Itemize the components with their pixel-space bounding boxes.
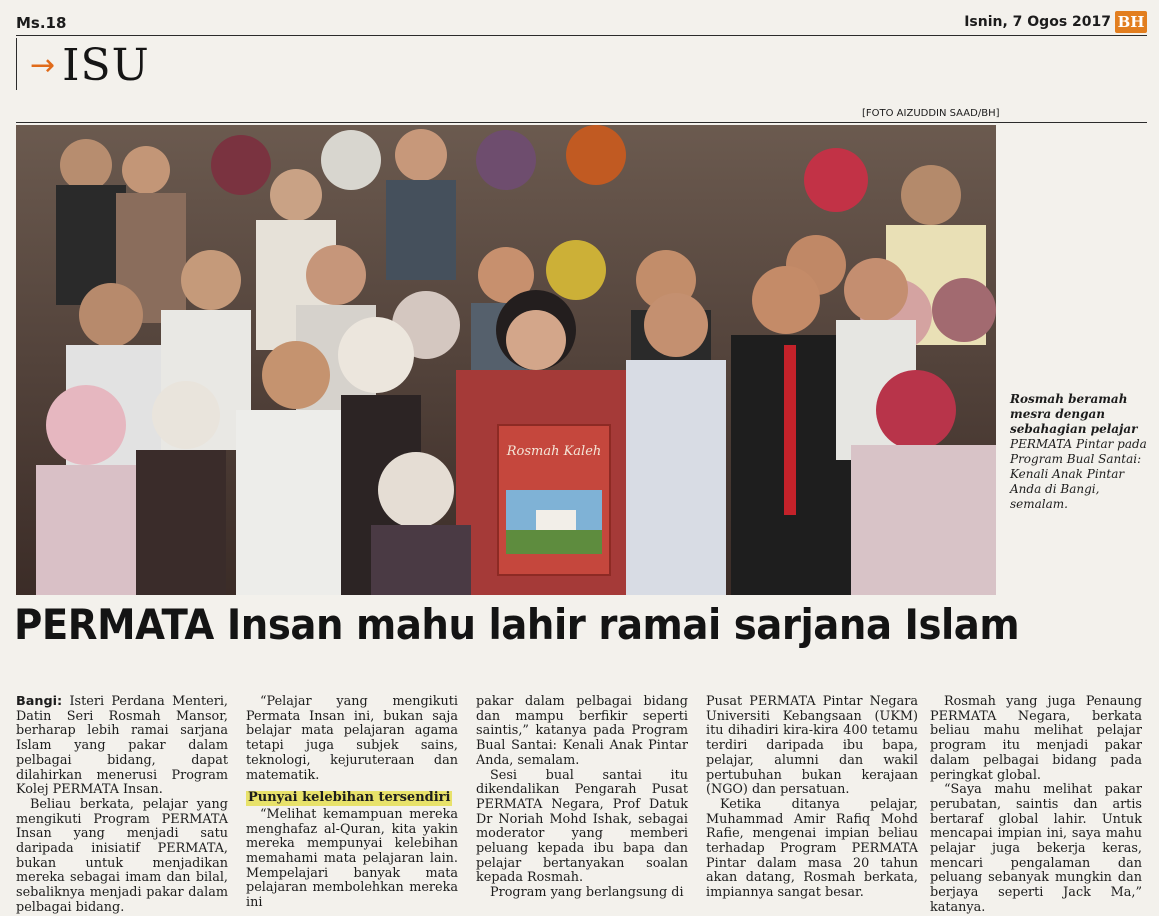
paragraph: Rosmah yang juga Penaung PERMATA Negara, berkata beliau mahu melihat pelajar program itu menjadi pakar dalam pelbagai bidang pada peringkat global. xyxy=(930,694,1142,783)
arrow-right-icon: → xyxy=(30,48,57,83)
page-number: Ms.18 xyxy=(16,14,67,32)
crowd-illustration xyxy=(16,125,996,595)
subheading: Punyai kelebihan tersendiri xyxy=(248,790,451,806)
paragraph: Beliau berkata, pelajar yang mengikuti Program PERMATA Insan yang menjadi satu daripada inisiatif PERMATA, bukan untuk menjadikan mereka sebagai imam dan bilal, sebaliknya menjadi pakar dalam pelbagai bidang. xyxy=(16,796,228,915)
section-bar xyxy=(16,38,17,90)
main-photo xyxy=(16,125,996,595)
photo-caption xyxy=(1010,392,1150,512)
bh-logo: BH xyxy=(1115,11,1147,33)
paragraph: Isteri Perdana Menteri, Datin Seri Rosmah Mansor, berharap lebih ramai sarjana Islam yang pakar dalam pelbagai bidang, dapat dilahirkan menerusi Program Kolej PERMATA Insan. xyxy=(16,694,229,798)
article-column-2 xyxy=(246,695,458,911)
dateline: Bangi: xyxy=(16,694,63,709)
caption-rest: PERMATA Pintar pada Program Bual Santai: Kenali Anak Pintar Anda di Bangi, semalam. xyxy=(1010,437,1147,511)
article-body xyxy=(16,694,1156,915)
paragraph: “Saya mahu melihat pakar perubatan, saintis dan artis bertaraf global lahir. Untuk mencapai impian ini, saya mahu pelajar juga bekerja keras, mencari pengalaman dan peluang sebanyak mungkin dan berjaya seperti Jack Ma,” katanya. xyxy=(930,782,1142,915)
issue-date: Isnin, 7 Ogos 2017 xyxy=(964,14,1111,30)
headline: PERMATA Insan mahu lahir ramai sarjana Islam xyxy=(14,600,1020,649)
article-column-5 xyxy=(930,695,1142,916)
photo-credit: [FOTO AIZUDDIN SAAD/BH] xyxy=(862,108,1000,119)
article-column-1 xyxy=(16,695,228,916)
photo-rule xyxy=(16,122,1147,123)
caption-lead: Rosmah beramah mesra dengan sebahagian pelajar xyxy=(1010,392,1138,436)
paragraph: Sesi bual santai itu dikendalikan Pengarah Pusat PERMATA Negara, Prof Datuk Dr Noriah Mohd Ishak, sebagai moderator yang memberi peluang kepada ibu bapa dan pelajar bertanyakan soalan kepada Rosmah. xyxy=(476,767,688,886)
paragraph: Ketika ditanya pelajar, Muhammad Amir Rafiq Mohd Rafie, mengenai impian beliau terhadap Program PERMATA Pintar dalam masa 20 tahun akan datang, Rosmah berkata, impiannya sangat besar. xyxy=(706,796,918,901)
article-column-4 xyxy=(706,695,918,901)
paragraph: Pusat PERMATA Pintar Negara Universiti Kebangsaan (UKM) itu dihadiri kira-kira 400 tetamu terdiri daripada ibu bapa, pelajar, alumni dan wakil pertubuhan bukan kerajaan (NGO) dan persatuan. xyxy=(706,694,918,798)
paragraph: pakar dalam pelbagai bidang dan mampu berfikir seperti saintis,” katanya pada Program Bual Santai: Kenali Anak Pintar Anda, semalam. xyxy=(476,694,688,768)
paragraph: “Pelajar yang mengikuti Permata Insan ini, bukan saja belajar mata pelajaran agama tetapi juga subjek sains, teknologi, kejuruteraan dan matematik. xyxy=(246,694,458,783)
article-column-3 xyxy=(476,695,688,901)
paragraph: “Melihat kemampuan mereka menghafaz al-Quran, kita yakin mereka mempunyai kelebihan memahami mata pelajaran lain. Mempelajari banyak mata pelajaran membolehkan mereka ini xyxy=(246,806,458,911)
paragraph: Program yang berlangsung di xyxy=(490,885,684,901)
section-label xyxy=(30,40,150,91)
book-title: Rosmah Kaleh xyxy=(506,444,602,459)
top-rule xyxy=(16,35,1147,36)
section-name: ISU xyxy=(62,40,150,91)
